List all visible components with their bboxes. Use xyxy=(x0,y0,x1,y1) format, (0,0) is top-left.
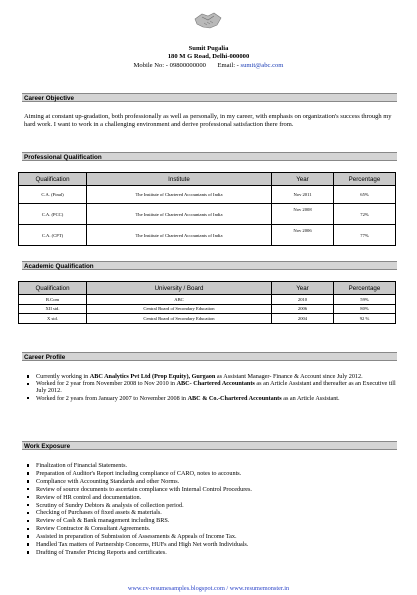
handshake-logo-icon xyxy=(193,3,223,39)
list-item: Handled Tax matters of Partnership Concerns, HUFs and High Net worth Individuals. xyxy=(22,541,397,549)
career-objective-text: Aiming at constant up-gradation, both professionally as well as personally, in my career, with emphasis on organization's success through my hard work. I want to work in a challenging environment and derive professional satisfaction there from. xyxy=(24,113,392,128)
email-link[interactable]: sumit@abc.com xyxy=(240,62,284,69)
column-header: Qualification xyxy=(19,282,87,295)
list-item: Scrutiny of Sundry Debtors & analysis of collection period. xyxy=(22,502,397,510)
table-cell: 72% xyxy=(334,204,396,225)
table-cell: 2004 xyxy=(272,314,334,324)
table-cell: Nov 2006 xyxy=(272,225,334,246)
contact-line xyxy=(0,61,417,70)
section-professional-qualification: Professional Qualification xyxy=(22,152,397,161)
footer-link-blogspot[interactable]: www.cv-resumesamples.blogspot.com xyxy=(127,585,225,592)
column-header: Percentage xyxy=(334,173,396,186)
column-header: Percentage xyxy=(334,282,396,295)
list-item: Review of source documents to ascertain compliance with Internal Control Procedures. xyxy=(22,486,397,494)
section-career-profile: Career Profile xyxy=(22,352,397,361)
professional-qualification-table xyxy=(18,172,396,246)
column-header: Institute xyxy=(87,173,272,186)
column-header: Qualification xyxy=(19,173,87,186)
footer-link-resumemonster[interactable]: www.resumemonster.in xyxy=(229,585,290,592)
footer-links xyxy=(0,584,417,593)
table-row xyxy=(19,204,396,225)
table-cell: 59% xyxy=(334,295,396,305)
table-cell: Nov 2011 xyxy=(272,186,334,204)
table-cell: C.A. (PCC) xyxy=(19,204,87,225)
table-cell: 2010 xyxy=(272,295,334,305)
table-row xyxy=(19,314,396,324)
mobile-number: 09800000000 xyxy=(169,62,206,69)
list-item: Finalization of Financial Statements. xyxy=(22,462,397,470)
table-header-row xyxy=(19,173,396,186)
list-item: Currently working in ABC Analytics Pvt Ltd (Prop Equity), Gurgaon as Assistant Manager- Finance & Account since July 2012. xyxy=(22,373,397,380)
table-cell: Nov 2008 xyxy=(272,204,334,225)
list-item: Compliance with Accounting Standards and other Norms. xyxy=(22,478,397,486)
list-item: Preparation of Auditor's Report including compliance of CARO, notes to accounts. xyxy=(22,470,397,478)
table-cell: X std. xyxy=(19,314,87,324)
list-item: Drafting of Transfer Pricing Reports and certificates. xyxy=(22,549,397,557)
table-cell: C.A. (Final) xyxy=(19,186,87,204)
table-cell: 65% xyxy=(334,186,396,204)
career-profile-list xyxy=(22,373,397,402)
list-item: Review of HR control and documentation. xyxy=(22,494,397,502)
table-cell: The Institute of Chartered Accountants of India xyxy=(87,204,272,225)
table-cell: XII std. xyxy=(19,304,87,314)
list-item: Review of Cash & Bank management including BRS. xyxy=(22,517,397,525)
email-label: Email: - xyxy=(217,62,239,69)
table-cell: 92 % xyxy=(334,314,396,324)
column-header: Year xyxy=(272,173,334,186)
column-header: University / Board xyxy=(87,282,272,295)
mobile-label: Mobile No: - xyxy=(133,62,168,69)
table-row xyxy=(19,225,396,246)
table-cell: B.Com xyxy=(19,295,87,305)
candidate-address: 180 M G Road, Delhi-000000 xyxy=(167,53,250,60)
list-item: Assisted in preparation of Submission of Assessments & Appeals of Income Tax. xyxy=(22,533,397,541)
table-header-row xyxy=(19,282,396,295)
list-item: Worked for 2 years from January 2007 to November 2008 in ABC & Co.-Chartered Accountants as an Article Assistant. xyxy=(22,395,397,402)
table-cell: The Institute of Chartered Accountants of India xyxy=(87,225,272,246)
table-row xyxy=(19,304,396,314)
work-exposure-list xyxy=(22,462,397,557)
table-cell: Central Board of Secondary Education xyxy=(87,314,272,324)
list-item: Worked for 2 year from November 2008 to Nov 2010 in ABC- Chartered Accountants as an Article Assistant and thereafter as an Executive till July 2012. xyxy=(22,380,397,394)
column-header: Year xyxy=(272,282,334,295)
table-cell: C.A. (CPT) xyxy=(19,225,87,246)
list-item: Review Contractor & Consultant Agreements. xyxy=(22,525,397,533)
table-cell: 80% xyxy=(334,304,396,314)
candidate-name: Sumit Pugalia xyxy=(188,45,229,52)
table-cell: 2006 xyxy=(272,304,334,314)
section-academic-qualification: Academic Qualification xyxy=(22,261,397,270)
table-row xyxy=(19,186,396,204)
table-cell: 77% xyxy=(334,225,396,246)
academic-qualification-table xyxy=(18,281,396,324)
table-cell: ABC xyxy=(87,295,272,305)
table-cell: Central Board of Secondary Education xyxy=(87,304,272,314)
table-row xyxy=(19,295,396,305)
section-career-objective: Career Objective xyxy=(22,93,397,102)
footer-separator: / xyxy=(224,585,230,592)
list-item: Checking of Purchases of fixed assets & materials. xyxy=(22,509,397,517)
table-cell: The Institute of Chartered Accountants of India xyxy=(87,186,272,204)
section-work-exposure: Work Exposure xyxy=(22,441,397,450)
